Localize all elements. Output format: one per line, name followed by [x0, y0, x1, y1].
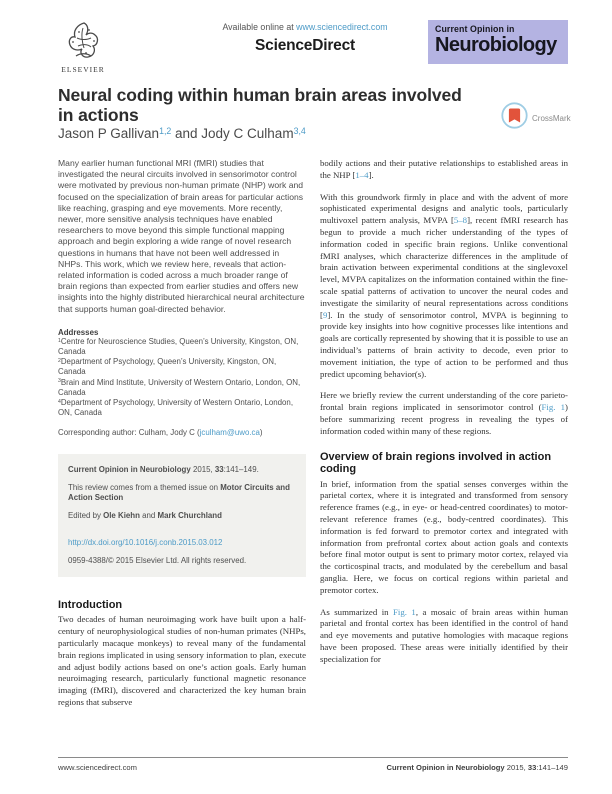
body-text: , a mosaic of brain areas within human parietal and frontal cortex has been identified in the control of hand and eye movements and putative homologies with macaque regions have been proposed. These areas were initially identified by their specialization for — [320, 606, 568, 664]
crossmark-badge[interactable] — [501, 102, 571, 134]
body-text: ], recent fMRI research has begun to provide a much richer understanding of the types of information coded in specific brain regions. Unlike conventional fMRI analyses, which characterize differences in the amplitude of brain activation between experimental conditions at the singlevoxel level, MVPA capitalizes on the information contained within the fine-scale spatial patterns of activation to uncover the neural codes and investigate the similarity of neural representations across conditions [ — [320, 215, 568, 320]
body-paragraph — [320, 192, 568, 381]
body-text: ]. In the study of sensorimotor control, MVPA is beginning to provide key insights into how cognitive processes like intentions and goals are cortically represented by showing that it is possible to use an individual’s patterns of brain activity to decode, even prior to movement initiation, the type of action to be performed and thus predict upcoming behavior(s). — [320, 309, 568, 379]
citation-pages: :141–149 — [536, 763, 568, 772]
address-line: $^1$Centre for Neuroscience Studies, Queen’s University, Kingston, ON, Canada — [58, 336, 299, 357]
corresponding-author — [58, 428, 306, 438]
body-text: With this groundwork firmly in place and with the advent of more sophisticated experimental designs and analytic tools, particularly multivoxel pattern analysis, MVPA [ — [320, 191, 568, 226]
sciencedirect-logo[interactable]: ScienceDirect — [255, 37, 355, 54]
reference-link[interactable]: 1–4 — [355, 169, 369, 180]
elsevier-wordmark: ELSEVIER — [61, 65, 105, 74]
editor-name: Mark Churchland — [157, 511, 222, 521]
address-line: $^2$Department of Psychology, Queen’s University, Kingston, ON, Canada — [58, 357, 277, 377]
left-column — [58, 158, 306, 757]
editor-name: Ole Kiehn — [103, 511, 140, 521]
crossmark-icon — [501, 102, 528, 134]
reference-link[interactable]: 9 — [322, 309, 328, 320]
citation-pages: :141–149. — [223, 464, 259, 474]
author-line — [58, 126, 306, 141]
corresponding-author-text: Corresponding author: Culham, Jody C ( — [58, 428, 200, 438]
figure-link[interactable]: Fig. 1 — [541, 402, 566, 413]
available-online-text: Available online at www.sciencedirect.com — [222, 22, 388, 32]
citation-volume: 33 — [527, 763, 537, 772]
affiliation-superscript-link[interactable]: 1,2 — [159, 126, 172, 137]
body-text: ) before summarizing recent progress in revealing the types of information coded within many of these regions. — [320, 402, 568, 436]
elsevier-tree-icon — [56, 20, 110, 64]
doi-link[interactable]: http://dx.doi.org/10.1016/j.conb.2015.03.012 — [68, 538, 223, 548]
journal-name: Current Opinion in Neurobiology — [386, 763, 505, 772]
page-footer — [58, 757, 568, 772]
body-text: Here we briefly review the current understanding of the core parieto-frontal brain regions implicated in sensorimotor control ( — [320, 390, 568, 413]
journal-banner — [428, 20, 568, 64]
body-text: ]. — [368, 169, 374, 180]
journal-banner-title: Neurobiology — [435, 34, 557, 56]
introduction-heading: Introduction — [58, 598, 123, 611]
address-line: $^4$Department of Psychology, University of Western Ontario, London, ON, Canada — [58, 398, 294, 418]
abstract-text: Many earlier human functional MRI (fMRI) studies that investigated the neural circuits involved in sensorimotor control were motivated by previous non-human primate (NHP) work and focused on the specialization of brain areas for particular actions like reaching, grasping and eye movements. More recently, newer, more sensitive analysis techniques have enabled researchers to move beyond this simple functional mapping approach and begin exploring a wide range of novel research questions in humans that have not been well addressed in NHPs. This work, which we review here, reveals that action-related information is coded across a much broader range of brain regions than expected from earlier studies and offers new insights into the highly distributed hierarchical neural architecture that supports human goal-directed behavior. — [58, 158, 305, 314]
copyright-line: 0959-4388/© 2015 Elsevier Ltd. All rights reserved. — [68, 555, 247, 565]
citation-year: 2015, — [190, 464, 215, 474]
footer-citation — [387, 763, 569, 772]
edited-by-text: Edited by — [68, 511, 104, 521]
affiliation-superscript-link[interactable]: 3,4 — [293, 126, 306, 137]
elsevier-logo — [56, 20, 110, 74]
author-name: and Jody C Culham — [171, 126, 294, 141]
citation-year: 2015, — [504, 763, 528, 772]
body-paragraph: In brief, information from the spatial senses converges within the parietal cortex, where it is integrated and transformed from sensory reference frames (e.g., in eye- or head-centred coordinates) to motor-relevant reference frames (e.g., body-centred coordinates). This information is fed forward to premotor cortex and integrated with information from prefrontal cortex about action goals and contexts before final motor output is sent to primary motor cortex, relayed via the corticospinal tracts, and modulated by the cerebellum and basal ganglia. Here, we focus on cortical regions within parietal and premotor cortex. — [320, 478, 568, 595]
journal-name: Current Opinion in Neurobiology — [68, 464, 191, 474]
body-text: bodily actions and their putative relationships to established areas in the NHP [ — [320, 158, 568, 180]
right-column — [320, 158, 568, 757]
citation-line — [68, 465, 296, 475]
themed-issue-text: This review comes from a themed issue on — [68, 482, 221, 492]
introduction-paragraph: Two decades of human neuroimaging work have built upon a half-century of neurophysiological studies of non-human primates (NHPs, particularly macaque monkeys) to reveal many of the fundamental brain regions implicated in using sensory information to plan, execute and adjust bodily actions based on one’s action goals. Early human neuroimaging research, particularly functional magnetic resonance imaging (fMRI), discovered and characterized the key human brain regions that subserve — [58, 614, 306, 707]
footer-url[interactable]: www.sciencedirect.com — [58, 763, 137, 772]
citation-volume: 33 — [214, 464, 224, 474]
body-paragraph — [320, 390, 568, 437]
crossmark-label: CrossMark — [532, 113, 571, 123]
overview-heading: Overview of brain regions involved in action coding — [320, 450, 552, 476]
addresses-heading: Addresses — [58, 327, 99, 337]
body-text: As summarized in — [320, 606, 394, 617]
page-title: Neural coding within human brain areas involved in actions — [58, 85, 462, 125]
email-link[interactable]: jculham@uwo.ca — [199, 428, 260, 438]
address-line: $^3$Brain and Mind Institute, University of Western Ontario, London, ON, Canada — [58, 377, 301, 397]
themed-issue-line — [68, 483, 296, 503]
themed-issue-title: Motor Circuits and Action Section — [68, 482, 290, 503]
body-paragraph — [320, 607, 568, 666]
corresponding-author-text: ) — [259, 428, 263, 438]
edited-by-line — [68, 511, 296, 521]
sciencedirect-url-link[interactable]: www.sciencedirect.com — [296, 22, 388, 32]
journal-banner-small: Current Opinion in — [435, 24, 515, 34]
citation-infobox — [58, 454, 306, 577]
reference-link[interactable]: 5–8 — [453, 215, 468, 226]
author-name: Jason P Gallivan — [58, 126, 160, 141]
edited-by-text: and — [139, 511, 158, 521]
figure-link[interactable]: Fig. 1 — [393, 606, 416, 617]
body-paragraph — [320, 158, 568, 182]
